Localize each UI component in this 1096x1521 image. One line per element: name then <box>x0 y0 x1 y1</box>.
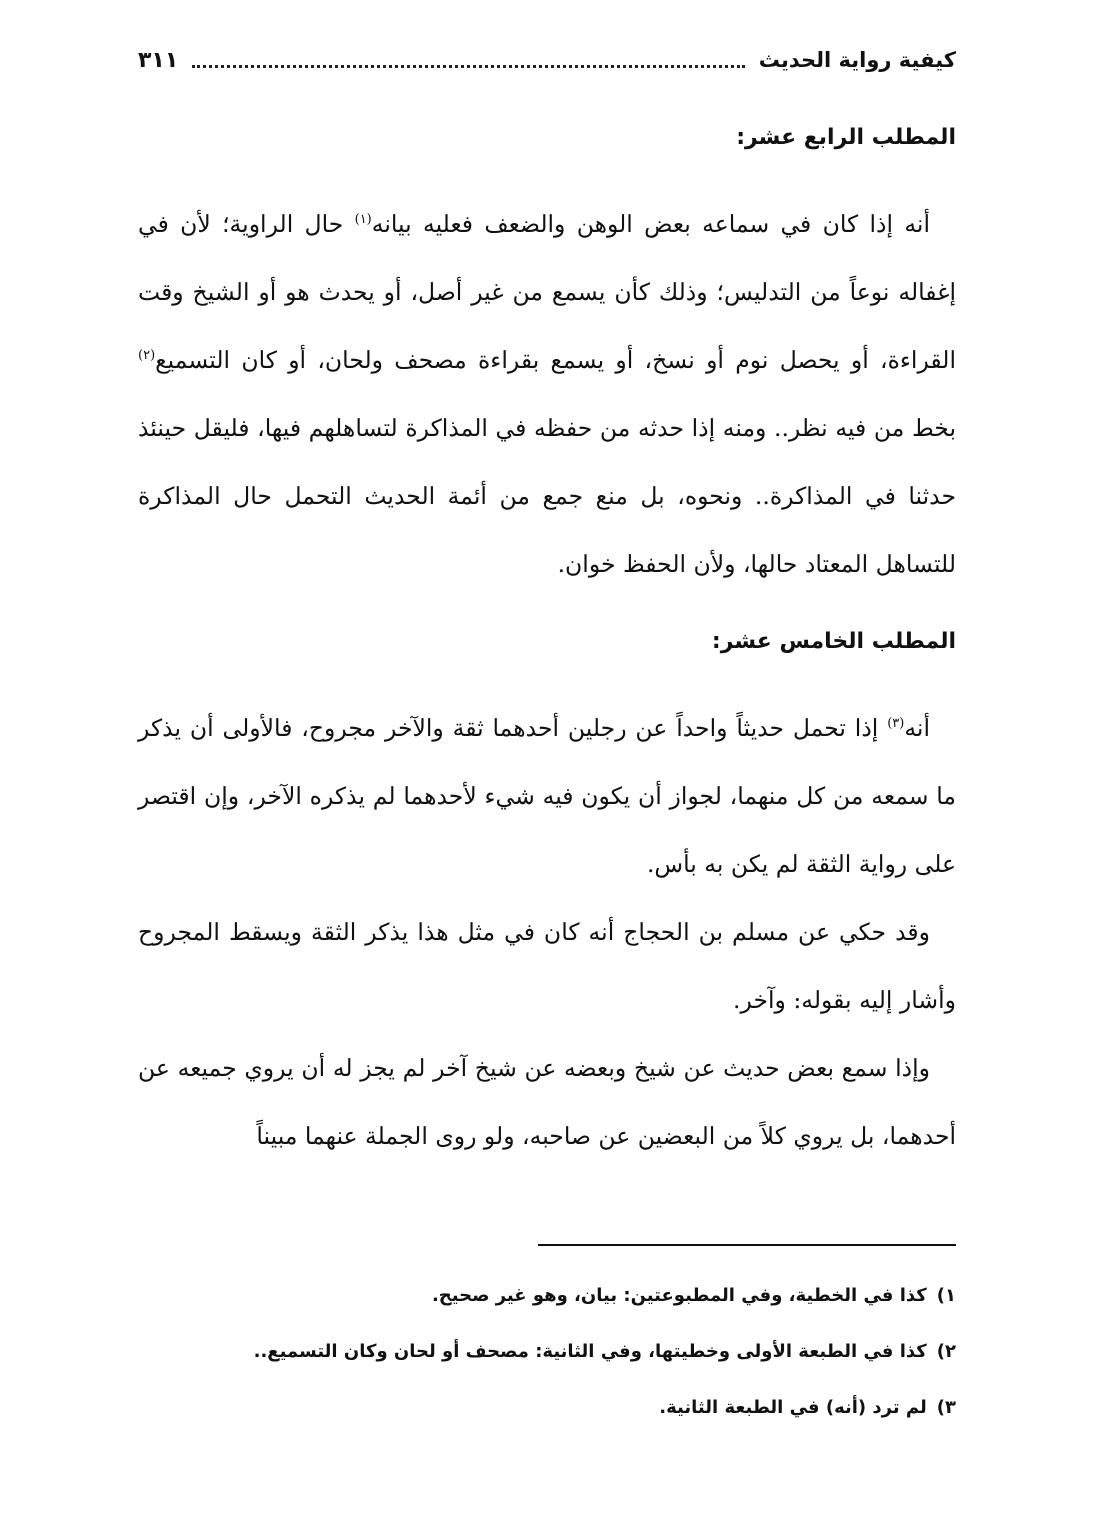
page-number: ٣١١ <box>138 47 179 73</box>
text-run: إذا تحمل حديثاً واحداً عن رجلين أحدهما ثقة والآخر مجروح، فالأولى أن يذكر ما سمعه من كل منهما، لجواز أن يكون فيه شيء لأحدهما لم يذكره الآخر، وإن اقتصر على رواية الثقة لم يكن به بأس. <box>138 714 956 878</box>
text-run: أنه <box>904 714 930 742</box>
text-run: حال الراوية؛ لأن في إغفاله نوعاً من التدليس؛ وذلك كأن يسمع من غير أصل، أو يحدث هو أو الشيخ وقت القراءة، أو يحصل نوم أو نسخ، أو يسمع بقراءة مصحف ولحان، أو كان التسميع <box>138 210 956 374</box>
section-15-paragraph-2: وقد حكي عن مسلم بن الحجاج أنه كان في مثل هذا يذكر الثقة ويسقط المجروح وأشار إليه بقوله: وآخر. <box>138 918 956 1014</box>
footnote-number: ١) <box>936 1285 956 1306</box>
footnote-number: ٣) <box>936 1397 956 1418</box>
running-header <box>138 40 956 80</box>
footnote-3 <box>138 1380 956 1436</box>
footnote-text: لم ترد (أنه) في الطبعة الثانية. <box>659 1397 927 1418</box>
section-14-paragraph <box>138 190 956 598</box>
footnote-ref-1: (١) <box>354 212 372 228</box>
footnotes <box>138 1268 956 1436</box>
text-run: أنه إذا كان في سماعه بعض الوهن والضعف فعليه بيانه <box>371 210 930 238</box>
section-15-paragraph-3: وإذا سمع بعض حديث عن شيخ وبعضه عن شيخ آخر لم يجز له أن يروي جميعه عن أحدهما، بل يروي كلاً من البعضين عن صاحبه، ولو روى الجملة عنهما مبيناً <box>138 1054 956 1150</box>
footnote-ref-2: (٢) <box>138 348 156 364</box>
footnote-number: ٢) <box>936 1341 956 1362</box>
section-heading-15: المطلب الخامس عشر: <box>711 629 956 654</box>
footnote-text: كذا في الخطية، وفي المطبوعتين: بيان، وهو غير صحيح. <box>431 1285 927 1306</box>
footnote-ref-3: (٣) <box>887 716 905 732</box>
footnote-2 <box>138 1324 956 1380</box>
section-15-paragraph-1 <box>138 694 956 898</box>
text-run: بخط من فيه نظر.. ومنه إذا حدثه من حفظه في المذاكرة لتساهلهم فيها، فليقل حينئذ حدثنا في المذاكرة.. ونحوه، بل منع جمع من أئمة الحديث التحمل حال المذاكرة للتساهل المعتاد حالها، ولأن الحفظ خوان. <box>138 414 956 578</box>
page-body <box>138 108 956 1170</box>
running-title: كيفية رواية الحديث <box>758 48 956 72</box>
leader-dots <box>192 65 744 68</box>
footnote-1 <box>138 1268 956 1324</box>
footnote-text: كذا في الطبعة الأولى وخطيتها، وفي الثانية: مصحف أو لحان وكان التسميع.. <box>253 1341 927 1362</box>
section-heading-14: المطلب الرابع عشر: <box>736 125 956 150</box>
footnote-separator <box>538 1244 956 1246</box>
